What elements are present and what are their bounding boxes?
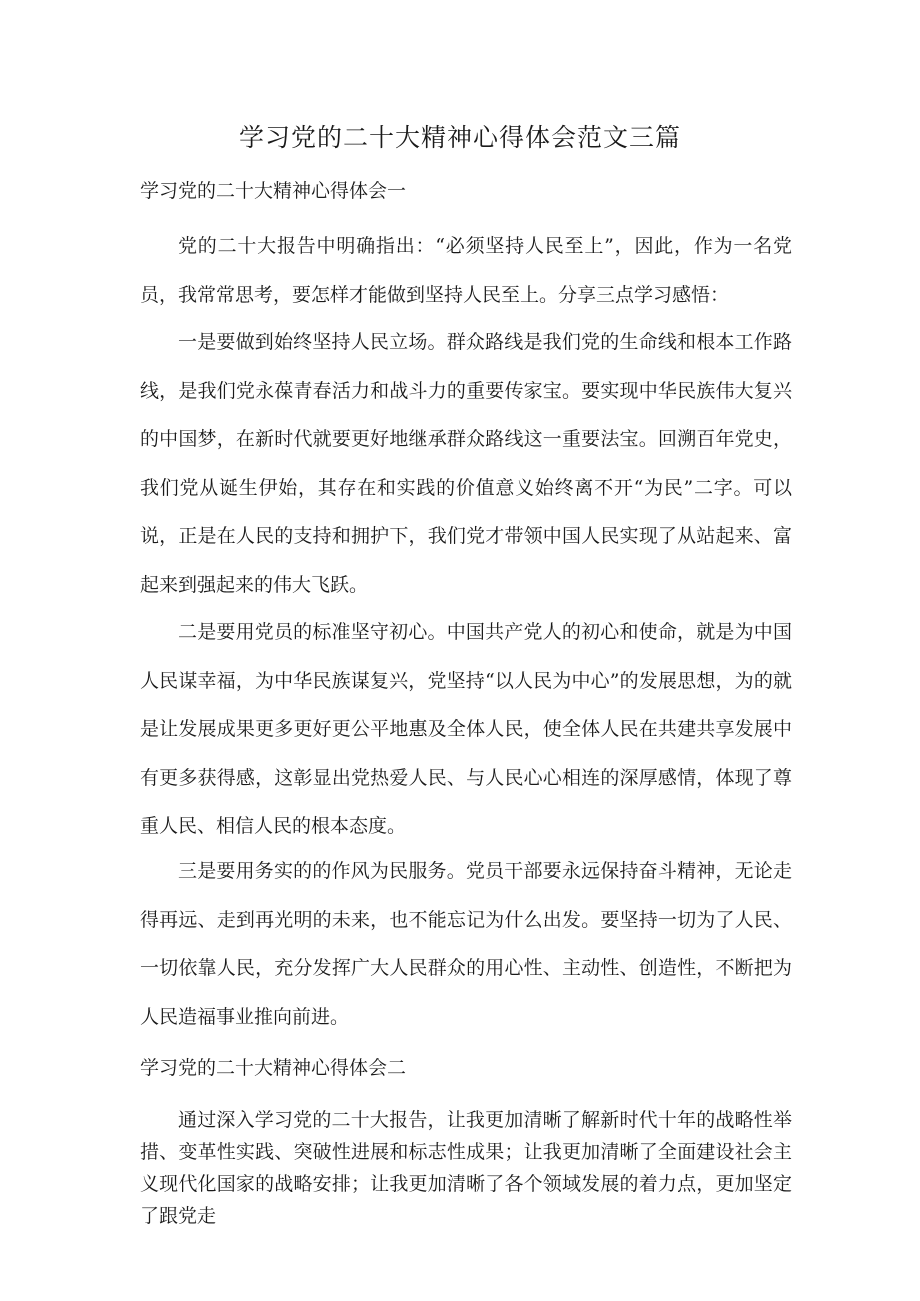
- paragraph: 一是要做到始终坚持人民立场。群众路线是我们党的生命线和根本工作路线，是我们党永葆青春活力和战斗力的重要传家宝。要实现中华民族伟大复兴的中国梦，在新时代就要更好地继承群众路线这一重要法宝。回溯百年党史，我们党从诞生伊始，其存在和实践的价值意义始终离不开“为民”二字。可以说，正是在人民的支持和拥护下，我们党才带领中国人民实现了从站起来、富起来到强起来的伟大飞跃。: [140, 331, 792, 596]
- paragraph: 三是要用务实的的作风为民服务。党员干部要永远保持奋斗精神，无论走得再远、走到再光明的未来，也不能忘记为什么出发。要坚持一切为了人民、一切依靠人民，充分发挥广大人民群众的用心性、主动性、创造性，不断把为人民造福事业推向前进。: [140, 860, 792, 1028]
- paragraph: 党的二十大报告中明确指出：“必须坚持人民至上”，因此，作为一名党员，我常常思考，要怎样才能做到坚持人民至上。分享三点学习感悟：: [140, 235, 792, 306]
- section-heading-2: 学习党的二十大精神心得体会二: [140, 1057, 407, 1079]
- paragraph: 通过深入学习党的二十大报告，让我更加清晰了解新时代十年的战略性举措、变革性实践、突破性进展和标志性成果；让我更加清晰了全面建设社会主义现代化国家的战略安排；让我更加清晰了各个领域发展的着力点，更加坚定了跟党走: [140, 1109, 792, 1227]
- paragraph: 二是要用党员的标准坚守初心。中国共产党人的初心和使命，就是为中国人民谋幸福，为中华民族谋复兴，党坚持“以人民为中心”的发展思想，为的就是让发展成果更多更好更公平地惠及全体人民，使全体人民在共建共享发展中有更多获得感，这彰显出党热爱人民、与人民心心相连的深厚感情，体现了尊重人民、相信人民的根本态度。: [140, 621, 792, 837]
- document-title: 学习党的二十大精神心得体会范文三篇: [238, 123, 681, 152]
- section-heading-1: 学习党的二十大精神心得体会一: [140, 180, 407, 202]
